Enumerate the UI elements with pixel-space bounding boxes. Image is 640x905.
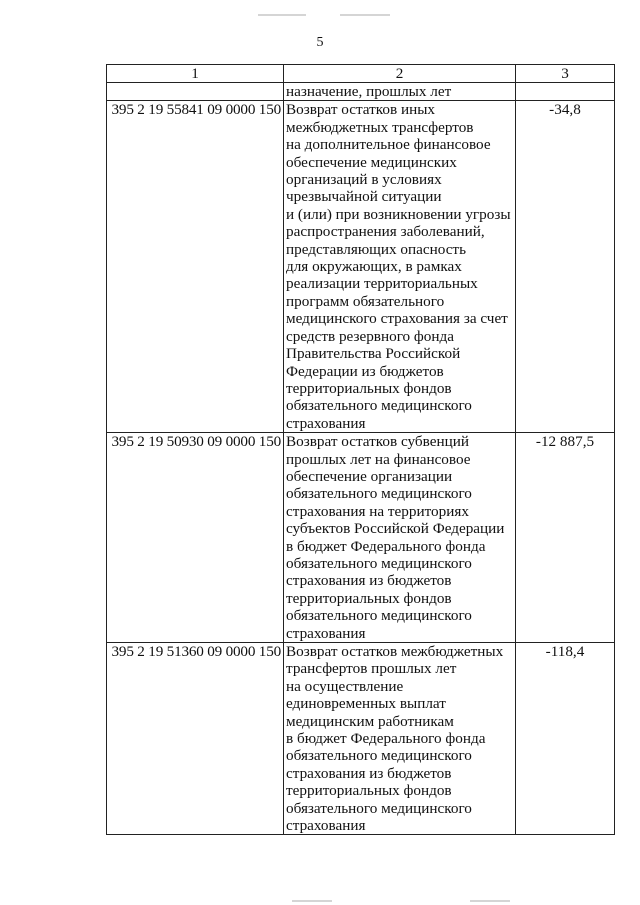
- continuation-row: [107, 83, 615, 101]
- name-line: и (или) при возникновении угрозы: [286, 205, 511, 223]
- amount-cell: -34,8: [516, 101, 615, 433]
- name-line: на дополнительное финансовое: [286, 136, 491, 154]
- table-row: [107, 643, 615, 835]
- name-line: представляющих опасность: [286, 240, 466, 258]
- table-row: [107, 101, 615, 433]
- name-line: медицинским работникам: [286, 712, 454, 730]
- name-line: средств резервного фонда: [286, 327, 454, 345]
- name-line: субъектов Российской Федерации: [286, 520, 505, 538]
- name-line: Возврат остатков иных: [286, 101, 436, 119]
- table-row: [107, 433, 615, 643]
- budget-table: [106, 64, 615, 835]
- name-line: чрезвычайной ситуации: [286, 188, 442, 206]
- column-header-1: 1: [107, 65, 284, 83]
- name-line: организаций в условиях: [286, 171, 442, 189]
- code-cell: 395 2 19 55841 09 0000 150: [107, 101, 284, 433]
- name-line: назначение, прошлых лет: [286, 83, 452, 100]
- name-line: распространения заболеваний,: [286, 223, 485, 241]
- name-line: программ обязательного: [286, 292, 445, 310]
- name-line: единовременных выплат: [286, 695, 446, 713]
- amount-cell: -118,4: [516, 643, 615, 835]
- name-line: прошлых лет на финансовое: [286, 450, 471, 468]
- scan-artifact-top-1: [258, 14, 306, 16]
- name-line: межбюджетных трансфертов: [286, 118, 474, 136]
- amount-cell: [516, 83, 615, 101]
- amount-cell: -12 887,5: [516, 433, 615, 643]
- name-line: Возврат остатков субвенций: [286, 433, 469, 451]
- name-cell: [284, 433, 516, 643]
- name-line: обязательного медицинского: [286, 607, 472, 625]
- name-line: обеспечение организации: [286, 467, 453, 485]
- name-cell: [284, 83, 516, 101]
- name-line: Правительства Российской: [286, 345, 461, 363]
- name-line: для окружающих, в рамках: [286, 258, 462, 276]
- name-cell: [284, 643, 516, 835]
- name-line: территориальных фондов: [286, 379, 452, 397]
- name-line: Возврат остатков межбюджетных: [286, 643, 504, 660]
- name-line: обязательного медицинского: [286, 799, 472, 817]
- scan-artifact-top-2: [340, 14, 390, 16]
- name-line: Федерации из бюджетов: [286, 362, 444, 380]
- header-row: [107, 65, 615, 83]
- column-header-3: 3: [516, 65, 615, 83]
- name-line: на осуществление: [286, 677, 404, 695]
- name-line: реализации территориальных: [286, 275, 478, 293]
- name-line: медицинского страхования за счет: [286, 310, 508, 328]
- name-line: страхования на территориях: [286, 502, 469, 520]
- page-number: 5: [316, 35, 324, 50]
- name-line: обязательного медицинского: [286, 397, 472, 415]
- name-cell: [284, 101, 516, 433]
- scan-artifact-bottom-1: [292, 900, 332, 902]
- name-line: обязательного медицинского: [286, 485, 472, 503]
- name-line: территориальных фондов: [286, 589, 452, 607]
- name-line: территориальных фондов: [286, 782, 452, 800]
- name-line: страхования: [286, 414, 366, 432]
- code-cell: 395 2 19 50930 09 0000 150: [107, 433, 284, 643]
- column-header-2: 2: [284, 65, 516, 83]
- name-line: страхования из бюджетов: [286, 764, 452, 782]
- name-line: в бюджет Федерального фонда: [286, 537, 486, 555]
- name-line: страхования: [286, 817, 366, 835]
- name-line: трансфертов прошлых лет: [286, 660, 457, 678]
- code-cell: [107, 83, 284, 101]
- name-line: обязательного медицинского: [286, 747, 472, 765]
- name-line: обязательного медицинского: [286, 554, 472, 572]
- name-line: страхования: [286, 624, 366, 642]
- code-cell: 395 2 19 51360 09 0000 150: [107, 643, 284, 835]
- name-line: страхования из бюджетов: [286, 572, 452, 590]
- scan-artifact-bottom-2: [470, 900, 510, 902]
- name-line: в бюджет Федерального фонда: [286, 730, 486, 748]
- name-line: обеспечение медицинских: [286, 153, 457, 171]
